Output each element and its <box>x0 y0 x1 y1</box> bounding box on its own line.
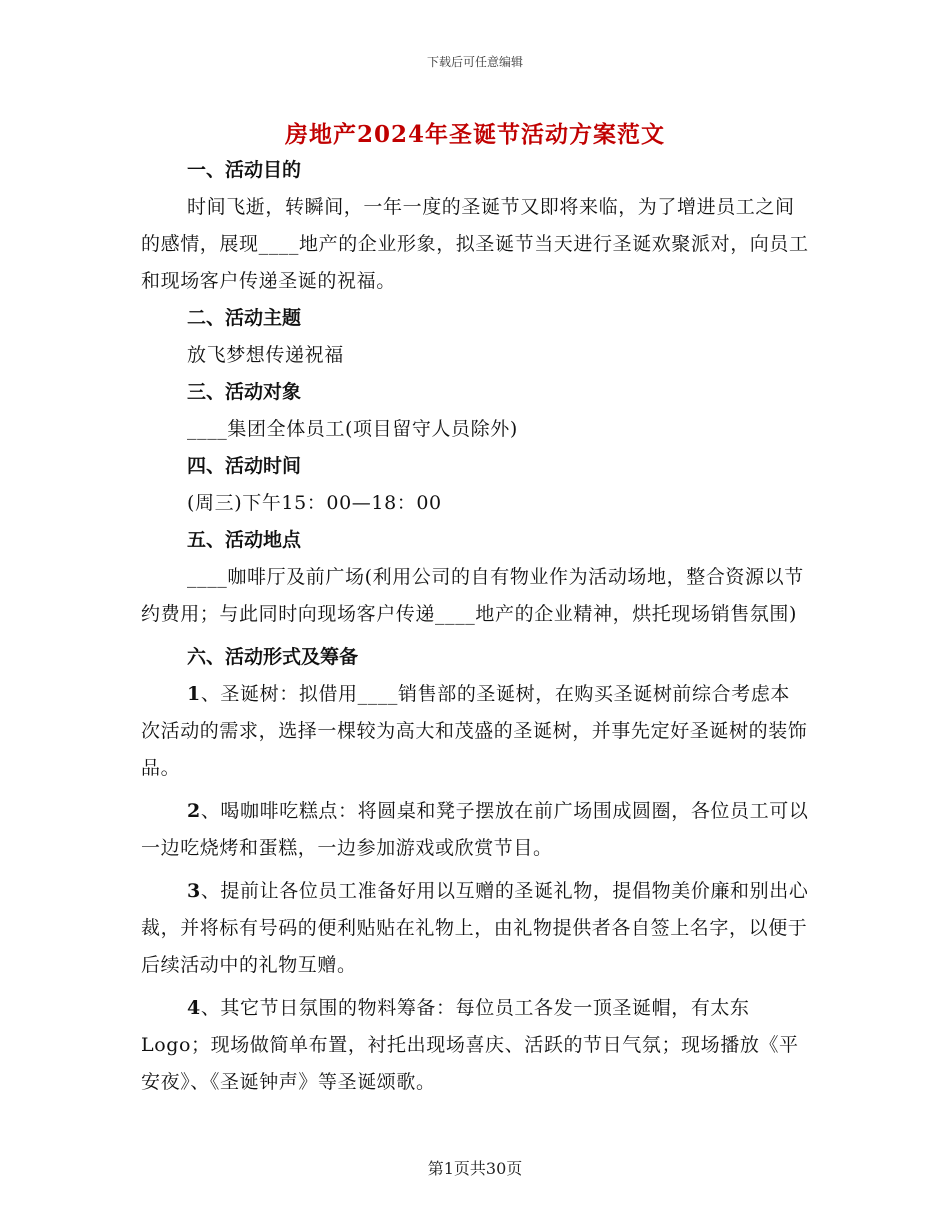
section-heading: 三、活动对象 <box>187 381 302 403</box>
item-text: 、提前让各位员工准备好用以互赠的圣诞礼物，提倡物美价廉和别出心裁，并将标有号码的便利贴贴在礼物上，由礼物提供者各自签上名字，以便于后续活动中的礼物互赠。 <box>141 880 809 976</box>
item-number: 2 <box>187 800 201 822</box>
paragraph: 时间飞逝，转瞬间，一年一度的圣诞节又即将来临，为了增进员工之间的感情，展现____地产的企业形象，拟圣诞节当天进行圣诞欢聚派对，向员工和现场客户传递圣诞的祝福。 <box>141 196 809 292</box>
list-item <box>141 990 809 1101</box>
paragraph: (周三)下午15：00—18：00 <box>187 492 442 514</box>
paragraph: 放飞梦想传递祝福 <box>187 344 344 366</box>
item-text: 、其它节日氛围的物料筹备：每位员工各发一顶圣诞帽，有太东Logo；现场做简单布置，衬托出现场喜庆、活跃的节日气氛；现场播放《平安夜》、《圣诞钟声》等圣诞颂歌。 <box>141 997 799 1093</box>
section-heading: 二、活动主题 <box>187 307 302 329</box>
list-item <box>141 873 809 984</box>
paragraph: ____咖啡厅及前广场(利用公司的自有物业作为活动场地，整合资源以节约费用；与此同时向现场客户传递____地产的企业精神，烘托现场销售氛围) <box>141 566 804 625</box>
section-heading: 四、活动时间 <box>187 455 302 477</box>
section-heading: 六、活动形式及筹备 <box>187 646 359 668</box>
page-header: 下载后可任意编辑 <box>426 55 523 69</box>
item-number: 1 <box>187 683 201 705</box>
document-title: 房地产2024年圣诞节活动方案范文 <box>284 121 665 148</box>
list-item <box>141 676 809 787</box>
item-text: 、喝咖啡吃糕点：将圆桌和凳子摆放在前广场围成圆圈，各位员工可以一边吃烧烤和蛋糕，一边参加游戏或欣赏节目。 <box>141 800 809 859</box>
section-heading: 五、活动地点 <box>187 529 302 551</box>
section-heading: 一、活动目的 <box>187 159 302 181</box>
document-body <box>141 152 809 1101</box>
item-text: 、圣诞树：拟借用____销售部的圣诞树，在购买圣诞树前综合考虑本次活动的需求，选择一棵较为高大和茂盛的圣诞树，并事先定好圣诞树的装饰品。 <box>141 683 808 779</box>
paragraph: ____集团全体员工(项目留守人员除外) <box>187 418 518 440</box>
item-number: 3 <box>187 880 201 902</box>
page-number: 第1页共30页 <box>427 1159 523 1178</box>
list-item <box>141 793 809 867</box>
item-number: 4 <box>187 997 201 1019</box>
